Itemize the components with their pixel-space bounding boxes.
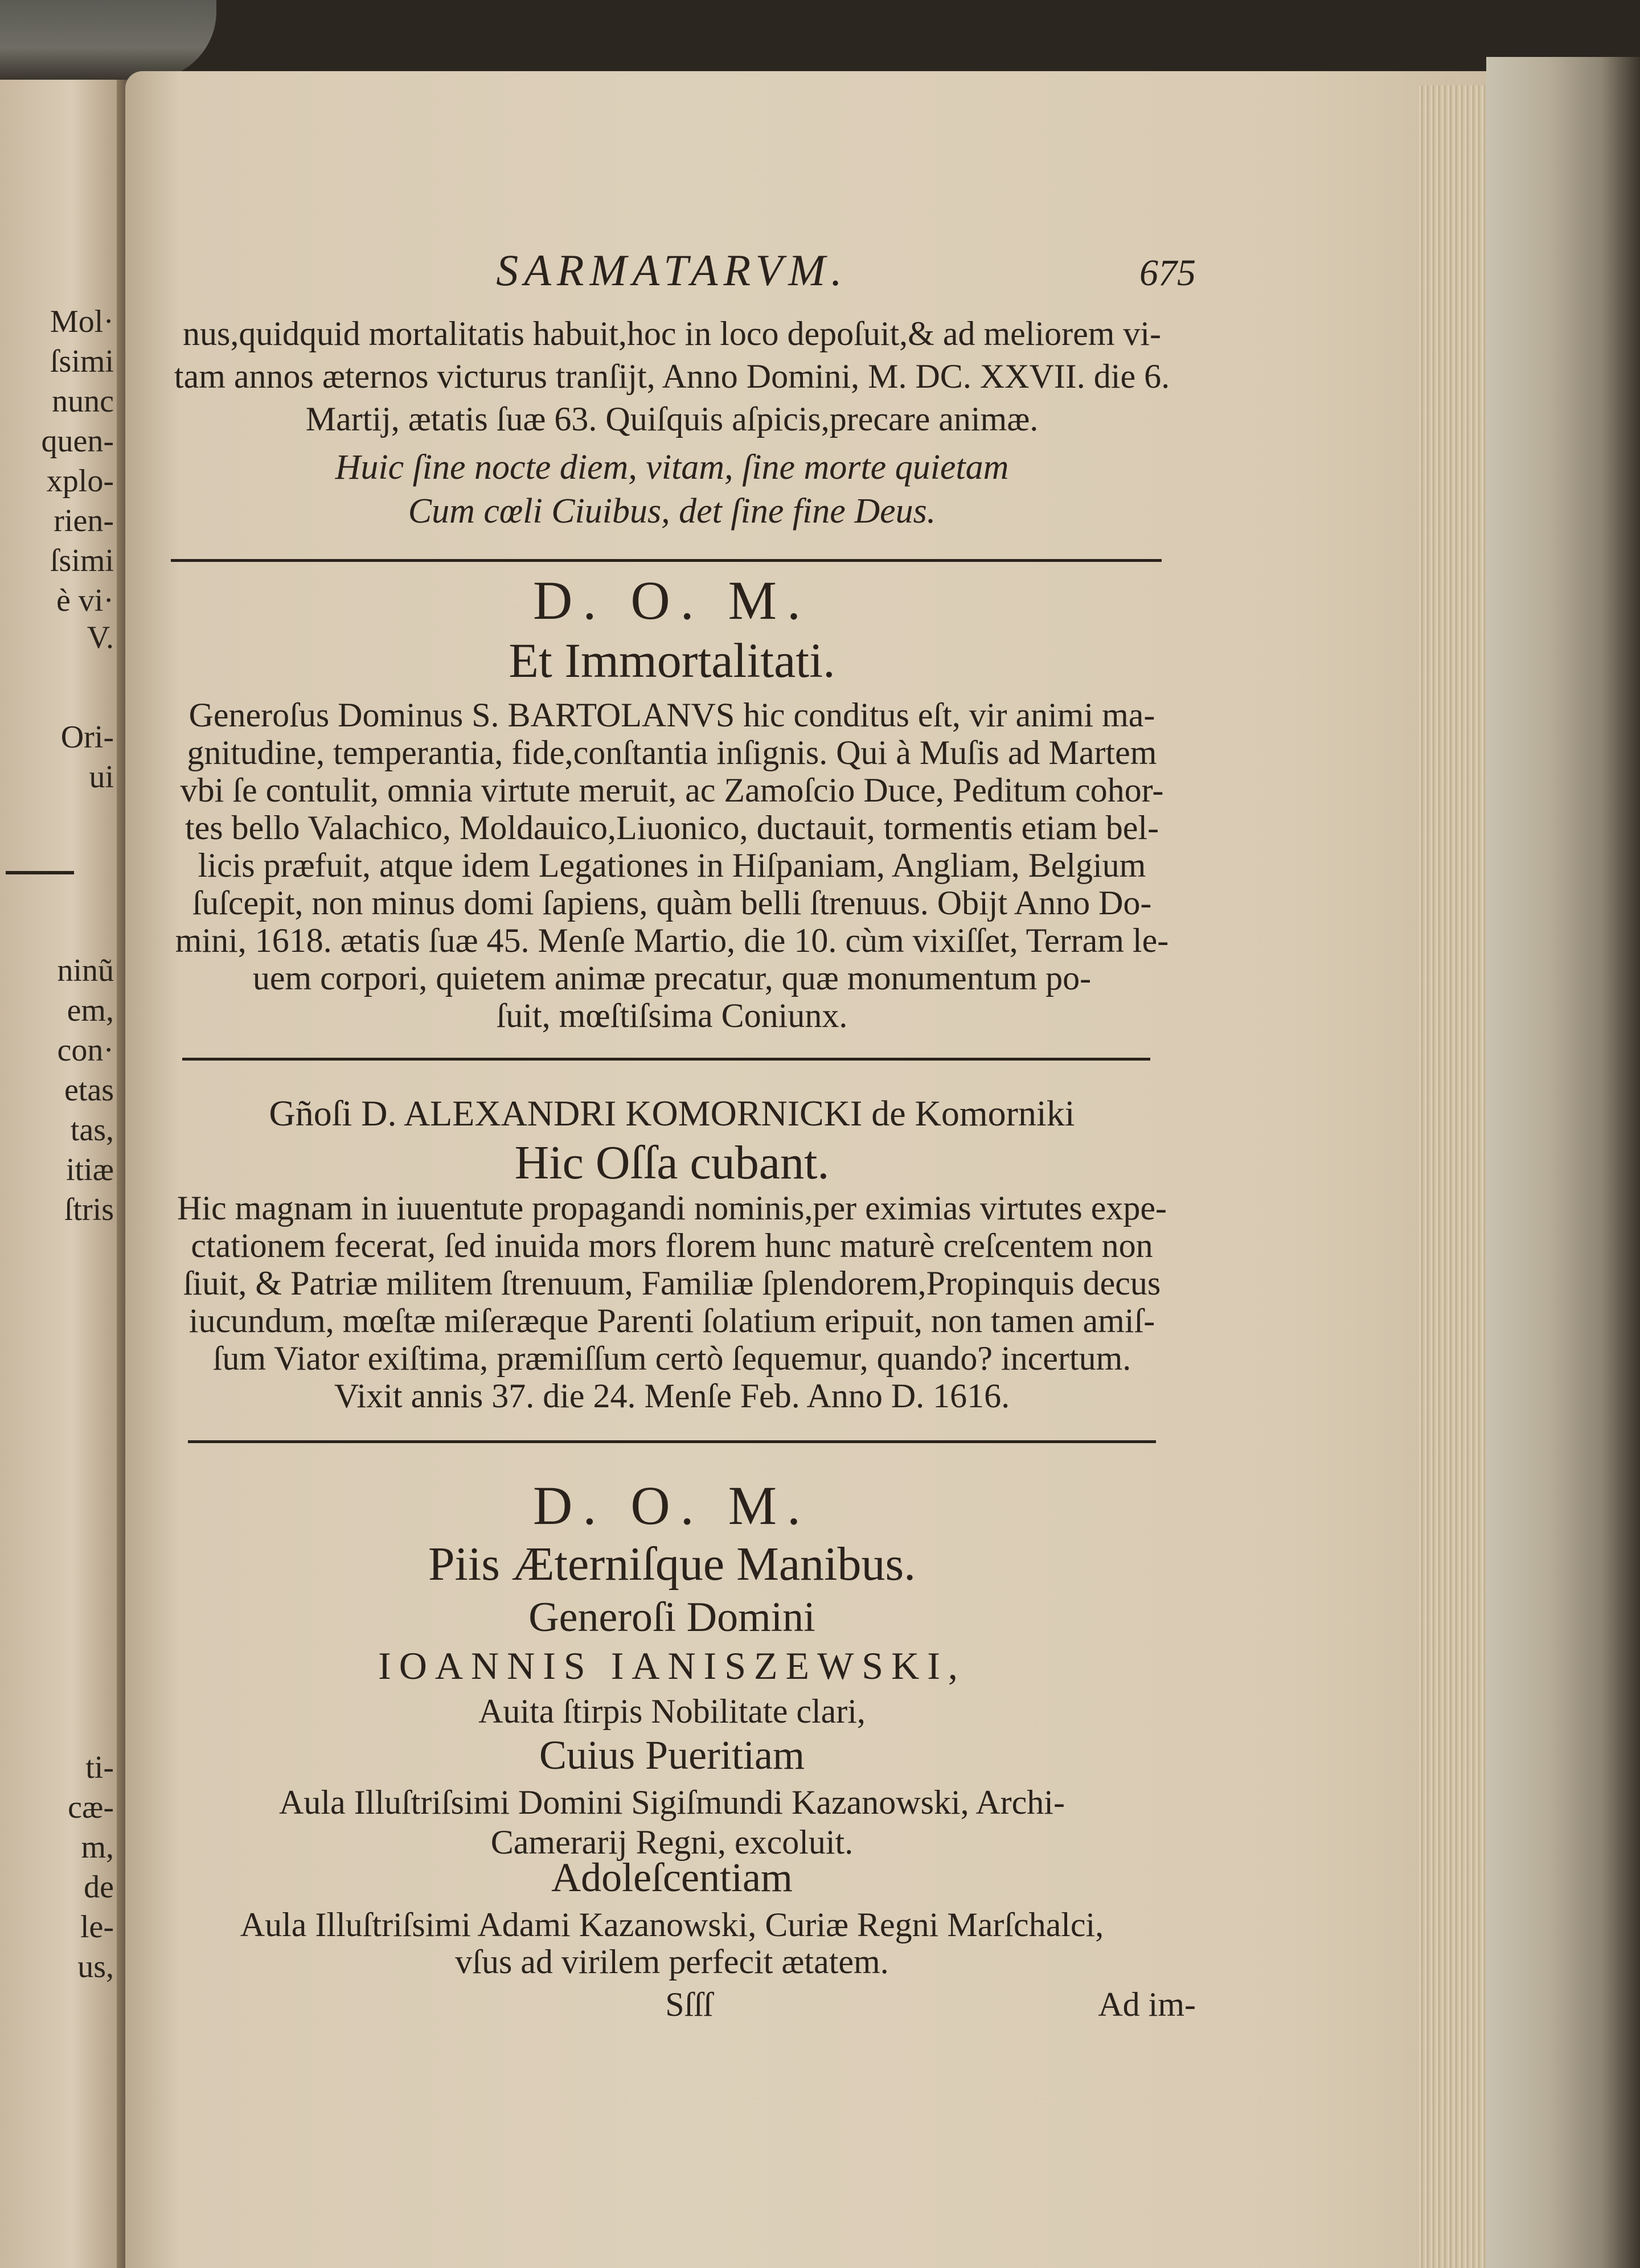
left-fragment: rien- [54, 503, 114, 539]
text-line: mini, 1618. ætatis ſuæ 45. Menſe Martio, die 10. cùm vixiſſet, Terram le- [175, 922, 1169, 959]
section-rule [188, 1440, 1156, 1443]
left-fragment: nunc [52, 384, 114, 419]
text-line: Generoſi Domini [528, 1594, 815, 1641]
text-line: Martij, ætatis ſuæ 63. Quiſquis aſpicis,precare animæ. [305, 400, 1039, 438]
text-line: Aula Illuſtriſsimi Domini Sigiſmundi Kazanowski, Archi- [279, 1784, 1065, 1821]
left-fragment: quen- [41, 424, 114, 459]
epitaph-title: Hic Oſſa cubant. [514, 1136, 830, 1189]
left-fragment: V. [87, 620, 114, 655]
left-fragment: tas, [70, 1112, 114, 1148]
text-line: ſum Viator exiſtima, præmiſſum certò ſequemur, quando? incertum. [212, 1340, 1131, 1377]
text-line: ctationem fecerat, ſed inuida mors florem hunc maturè creſcentem non [191, 1227, 1153, 1264]
text-line: Adoleſcentiam [551, 1855, 793, 1900]
left-fragment: ninũ [57, 953, 114, 988]
text-line: vſus ad virilem perfecit ætatem. [455, 1943, 889, 1981]
text-line: nus,quidquid mortalitatis habuit,hoc in loco depoſuit,& ad meliorem vi- [182, 315, 1162, 352]
text-line: ſuit, mœſtiſsima Coniunx. [496, 997, 848, 1034]
left-fragment: Mol· [50, 304, 114, 339]
left-fragment: ſtris [64, 1192, 114, 1227]
left-fragment: è vi· [56, 583, 114, 618]
left-fragment: xplo- [46, 463, 114, 499]
text-line: iucundum, mœſtæ miſeræque Parenti ſolatium eripuit, non tamen amiſ- [188, 1302, 1155, 1340]
text-line: Cuius Pueritiam [539, 1732, 805, 1778]
binding-spine [0, 0, 216, 80]
deceased-name: IOANNIS IANISZEWSKI, [378, 1644, 966, 1687]
left-fragment: etas [64, 1073, 114, 1108]
section-rule [182, 1058, 1150, 1061]
left-fragment: ti- [85, 1750, 114, 1785]
left-fragment: cæ- [68, 1790, 114, 1825]
verse-line: Cum cœli Ciuibus, det ſine fine Deus. [408, 492, 936, 531]
left-fragment: m, [81, 1830, 114, 1865]
left-fragment: itiæ [65, 1152, 114, 1188]
text-line: Hic magnam in iuuentute propagandi nominis,per eximias virtutes expe- [177, 1189, 1167, 1227]
left-fragment: ſsimi [50, 543, 114, 578]
left-fragment: Ori- [60, 720, 114, 755]
text-line: Generoſus Dominus S. BARTOLANVS hic conditus eſt, vir animi ma- [188, 696, 1155, 734]
epitaph-title: Et Immortalitati. [509, 633, 835, 688]
left-fragment: con· [57, 1033, 114, 1068]
page-edges [1418, 85, 1486, 2268]
epitaph-intro: Gñoſi D. ALEXANDRI KOMORNICKI de Komorniki [269, 1093, 1075, 1133]
text-line: ſiuit, & Patriæ militem ſtrenuum, Familiæ ſplendorem,Propinquis decus [183, 1264, 1161, 1302]
text-line: Auita ſtirpis Nobilitate clari, [478, 1692, 866, 1730]
left-fragment: ui [89, 759, 114, 795]
section-rule [171, 559, 1162, 562]
left-fragment: le- [80, 1909, 114, 1945]
verse-line: Huic ſine nocte diem, vitam, ſine morte quietam [335, 448, 1009, 487]
left-fragment: em, [67, 993, 114, 1028]
text-line: Vixit annis 37. die 24. Menſe Feb. Anno D. 1616. [334, 1377, 1010, 1415]
running-title: SARMATARVM. [496, 245, 848, 295]
cover-edge [1486, 57, 1640, 2268]
text-line: Aula Illuſtriſsimi Adami Kazanowski, Curiæ Regni Marſchalci, [240, 1906, 1104, 1944]
page-number: 675 [1139, 252, 1196, 294]
dom-heading: D. O. M. [532, 1475, 811, 1536]
signature-mark: Sſſſ [665, 1986, 713, 2023]
left-fragment: us, [77, 1949, 114, 1984]
text-line: tes bello Valachico, Moldauico,Liuonico, ductauit, tormentis etiam bel- [184, 809, 1159, 847]
text-line: gnitudine, temperantia, fide,conſtantia inſignis. Qui à Muſis ad Martem [187, 734, 1157, 771]
epitaph-title: Piis Æterniſque Manibus. [428, 1538, 916, 1591]
text-line: Camerarij Regni, excoluit. [490, 1823, 854, 1861]
catchword: Ad im- [1098, 1986, 1196, 2023]
text-line: uem corpori, quietem animæ precatur, quæ monumentum po- [252, 959, 1092, 997]
text-line: ſuſcepit, non minus domi ſapiens, quàm belli ſtrenuus. Obijt Anno Do- [192, 884, 1152, 922]
left-fragment: ſsimi [50, 344, 114, 379]
left-fragment: de [84, 1870, 114, 1905]
left-rule [6, 871, 74, 874]
text-line: licis præfuit, atque idem Legationes in Hiſpaniam, Angliam, Belgium [198, 847, 1146, 884]
text-line: vbi ſe contulit, omnia virtute meruit, ac Zamoſcio Duce, Peditum cohor- [180, 771, 1164, 809]
dom-heading: D. O. M. [532, 570, 811, 631]
text-line: tam annos æternos victurus tranſijt, Anno Domini, M. DC. XXVII. die 6. [174, 358, 1170, 395]
